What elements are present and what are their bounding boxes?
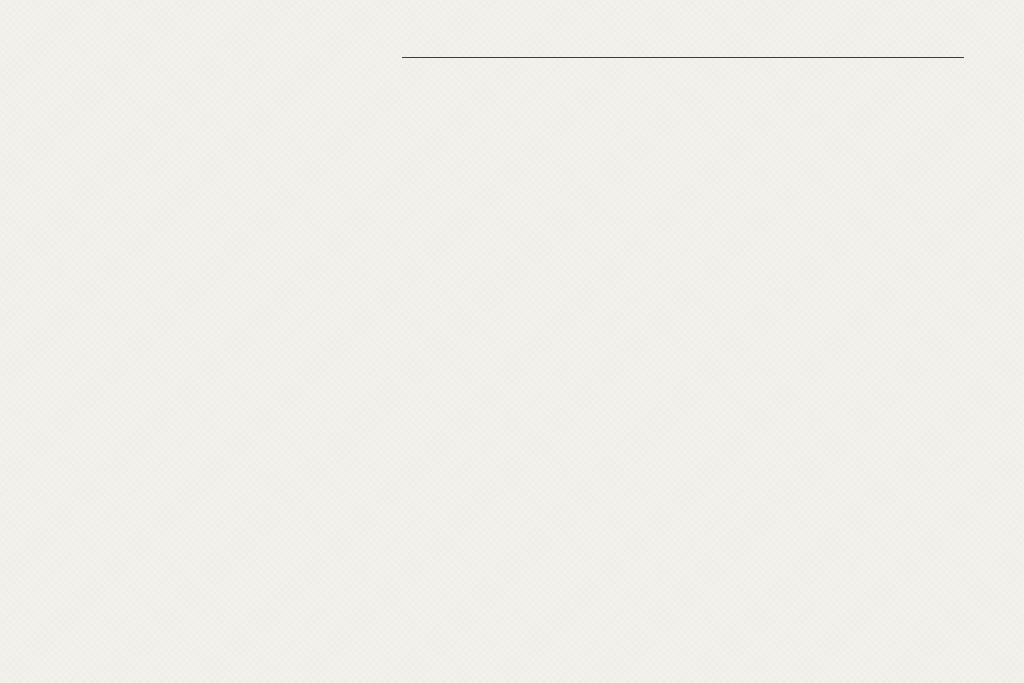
fundraising-badge xyxy=(797,78,823,85)
tenda-teachers-badge xyxy=(552,388,578,395)
management-badge xyxy=(828,134,854,141)
student-support-badge xyxy=(500,590,526,597)
program-expenses-badge xyxy=(520,74,546,81)
model-schools-badge xyxy=(797,433,823,440)
